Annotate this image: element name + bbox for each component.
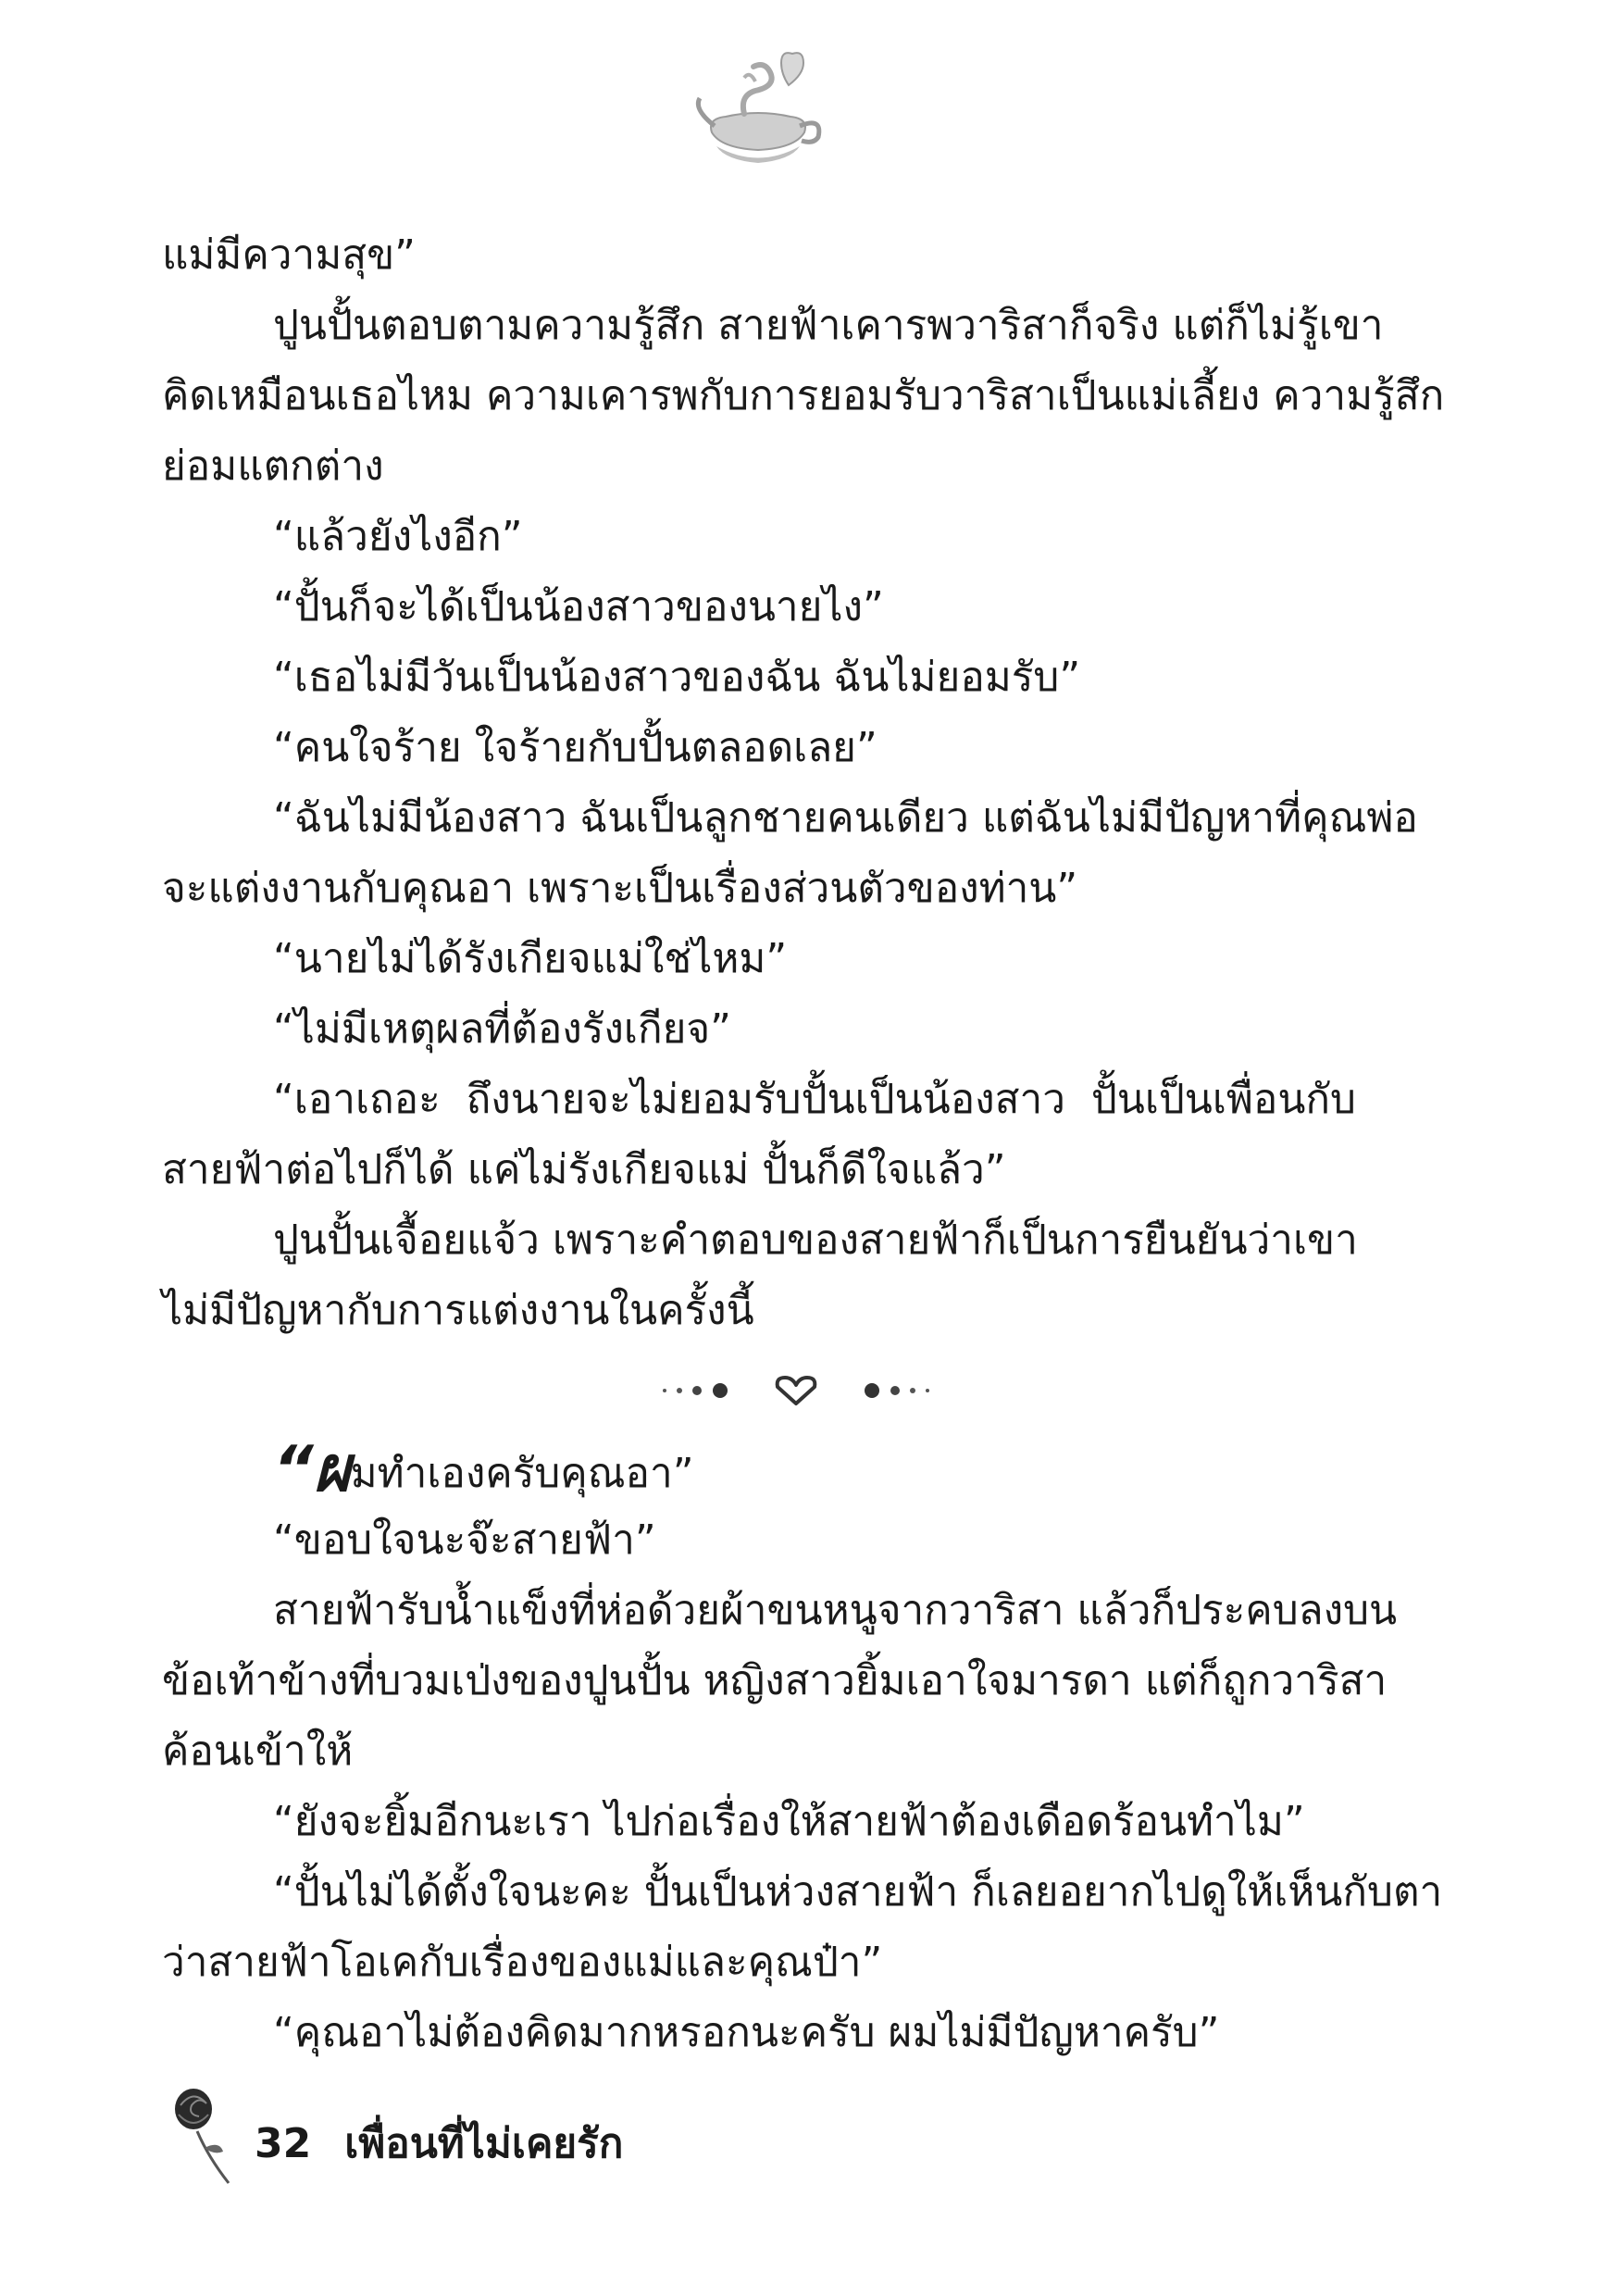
opening-line-text: มทำเองครับคุณอา”: [350, 1450, 694, 1497]
text-line: “คุณอาไม่ต้องคิดมากหรอกนะครับ ผมไม่มีปัญหาครับ”: [273, 2009, 1220, 2056]
section-two: [162, 1505, 1443, 2068]
section-two-opening-line: [162, 1435, 1356, 1505]
drop-cap: “ผ: [273, 1433, 351, 1506]
dots-heart-divider-icon: [657, 1372, 935, 1409]
text-line: แม่มีความสุข”: [162, 231, 416, 279]
text-line: ว่าสายฟ้าโอเคกับเรื่องของแม่และคุณป๋า”: [162, 1939, 883, 1986]
text-line: สายฟ้ารับน้ำแข็งที่ห่อด้วยผ้าขนหนูจากวาริสา แล้วก็ประคบลงบน: [273, 1587, 1398, 1634]
text-line: “ขอบใจนะจ๊ะสายฟ้า”: [273, 1516, 656, 1564]
text-line: คิดเหมือนเธอไหม ความเคารพกับการยอมรับวาริสาเป็นแม่เลี้ยง ความรู้สึก: [162, 372, 1445, 419]
text-line: “นายไม่ได้รังเกียจแม่ใช่ไหม”: [273, 935, 788, 982]
text-line: ปูนปั้นเจื้อยแจ้ว เพราะคำตอบของสายฟ้าก็เป็นการยืนยันว่าเขา: [273, 1217, 1358, 1264]
page-body: [162, 220, 1445, 2068]
genie-lamp-heart-icon: [689, 44, 828, 174]
text-line: “ปั้นไม่ได้ตั้งใจนะคะ ปั้นเป็นห่วงสายฟ้า ก็เลยอยากไปดูให้เห็นกับตา: [273, 1868, 1443, 1915]
text-line: “เอาเถอะ ถึงนายจะไม่ยอมรับปั้นเป็นน้องสาว ปั้นเป็นเพื่อนกับ: [273, 1076, 1356, 1123]
book-title: เพื่อนที่ไม่เคยรัก: [344, 2120, 624, 2167]
text-line: สายฟ้าต่อไปก็ได้ แค่ไม่รังเกียจแม่ ปั้นก็ดีใจแล้ว”: [162, 1146, 1006, 1193]
text-line: “ไม่มีเหตุผลที่ต้องรังเกียจ”: [273, 1005, 731, 1053]
scene-separator: [236, 1346, 1356, 1435]
text-line: จะแต่งงานกับคุณอา เพราะเป็นเรื่องส่วนตัวของท่าน”: [162, 865, 1078, 912]
text-line: ปูนปั้นตอบตามความรู้สึก สายฟ้าเคารพวาริสาก็จริง แต่ก็ไม่รู้เขา: [273, 302, 1384, 349]
text-line: “คนใจร้าย ใจร้ายกับปั้นตลอดเลย”: [273, 724, 877, 771]
text-line: ย่อมแตกต่าง: [162, 443, 384, 490]
text-line: ไม่มีปัญหากับการแต่งงานในครั้งนี้: [162, 1287, 754, 1334]
text-line: ข้อเท้าข้างที่บวมเป่งของปูนปั้น หญิงสาวยิ้มเอาใจมารดา แต่ก็ถูกวาริสา: [162, 1657, 1388, 1704]
section-one: [162, 220, 1445, 1346]
text-line: “ยังจะยิ้มอีกนะเรา ไปก่อเรื่องให้สายฟ้าต้องเดือดร้อนทำไม”: [273, 1798, 1305, 1845]
page-number: 32: [255, 2120, 312, 2167]
page-footer: [171, 2083, 819, 2194]
text-line: ค้อนเข้าให้: [162, 1728, 354, 1775]
text-line: “แล้วยังไงอีก”: [273, 513, 523, 560]
text-line: “ฉันไม่มีน้องสาว ฉันเป็นลูกชายคนเดียว แต่ฉันไม่มีปัญหาที่คุณพ่อ: [273, 794, 1418, 842]
text-line: “เธอไม่มีวันเป็นน้องสาวของฉัน ฉันไม่ยอมรับ”: [273, 654, 1081, 701]
text-line: “ปั้นก็จะได้เป็นน้องสาวของนายไง”: [273, 583, 884, 630]
rose-icon: [171, 2083, 238, 2187]
